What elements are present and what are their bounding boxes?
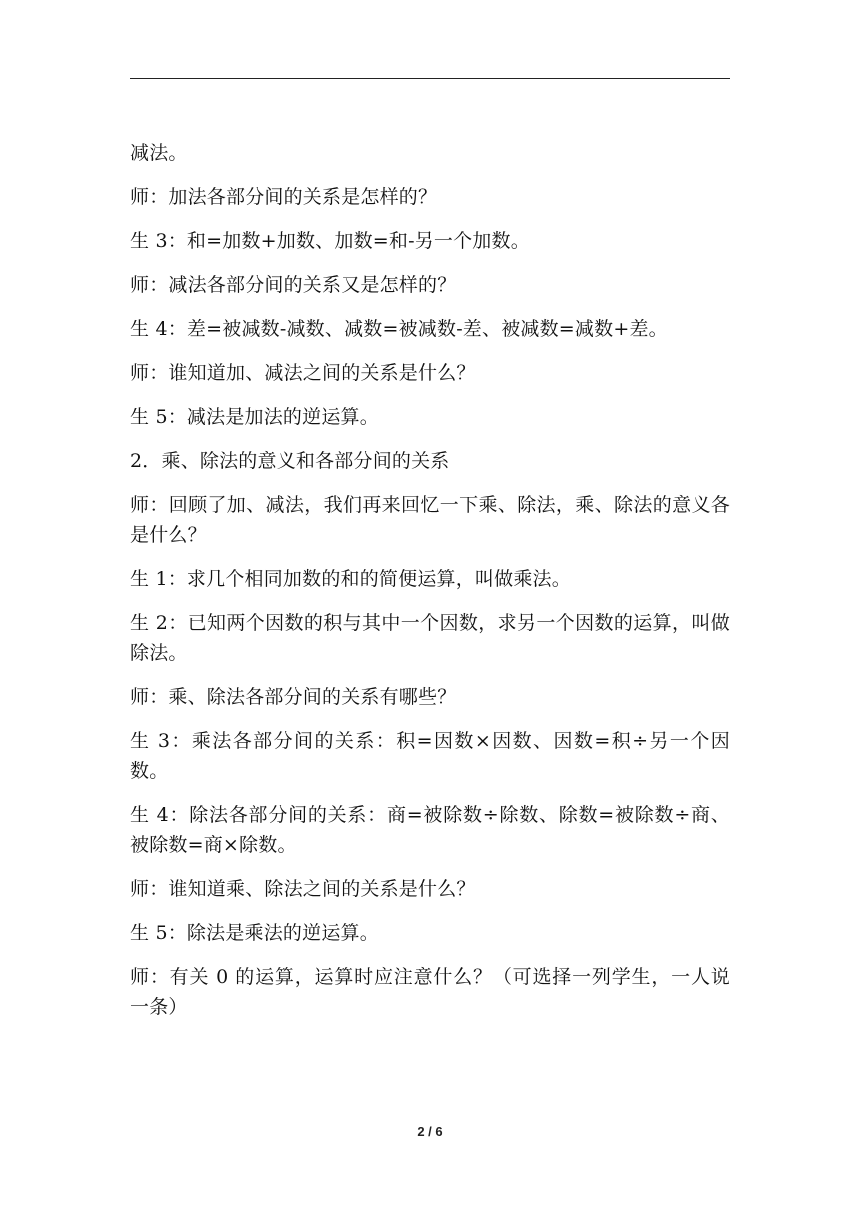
paragraph: 师：谁知道乘、除法之间的关系是什么？ [130,878,476,900]
paragraph: 师：乘、除法各部分间的关系有哪些？ [130,686,457,708]
paragraph: 生 5：除法是乘法的逆运算。 [130,922,379,944]
paragraph: 生 5：减法是加法的逆运算。 [130,406,379,428]
section-heading: 2．乘、除法的意义和各部分间的关系 [130,450,450,472]
page-number: 2 / 6 [417,1124,443,1139]
paragraph: 减法。 [130,142,188,164]
paragraph: 师：加法各部分间的关系是怎样的？ [130,186,438,208]
paragraph: 生 3：和=加数+加数、加数=和-另一个加数。 [130,230,530,252]
paragraph: 生 2：已知两个因数的积与其中一个因数，求另一个因数的运算，叫做除法。 [130,612,730,664]
paragraph: 生 3：乘法各部分间的关系：积=因数×因数、因数=积÷另一个因数。 [130,730,730,782]
header-rule [130,78,730,79]
paragraph: 生 4：除法各部分间的关系：商=被除数÷除数、除数=被除数÷商、被除数=商×除数。 [130,804,730,856]
paragraph: 生 4：差=被减数-减数、减数=被减数-差、被减数=减数+差。 [130,318,668,340]
paragraph: 师：有关 0 的运算，运算时应注意什么？（可选择一列学生，一人说一条） [130,966,730,1018]
body-text [130,138,730,1036]
paragraph: 师：减法各部分间的关系又是怎样的？ [130,274,457,296]
paragraph: 师：回顾了加、减法，我们再来回忆一下乘、除法，乘、除法的意义各是什么？ [130,494,730,546]
paragraph: 生 1：求几个相同加数的和的简便运算，叫做乘法。 [130,568,571,590]
paragraph: 师：谁知道加、减法之间的关系是什么？ [130,362,476,384]
